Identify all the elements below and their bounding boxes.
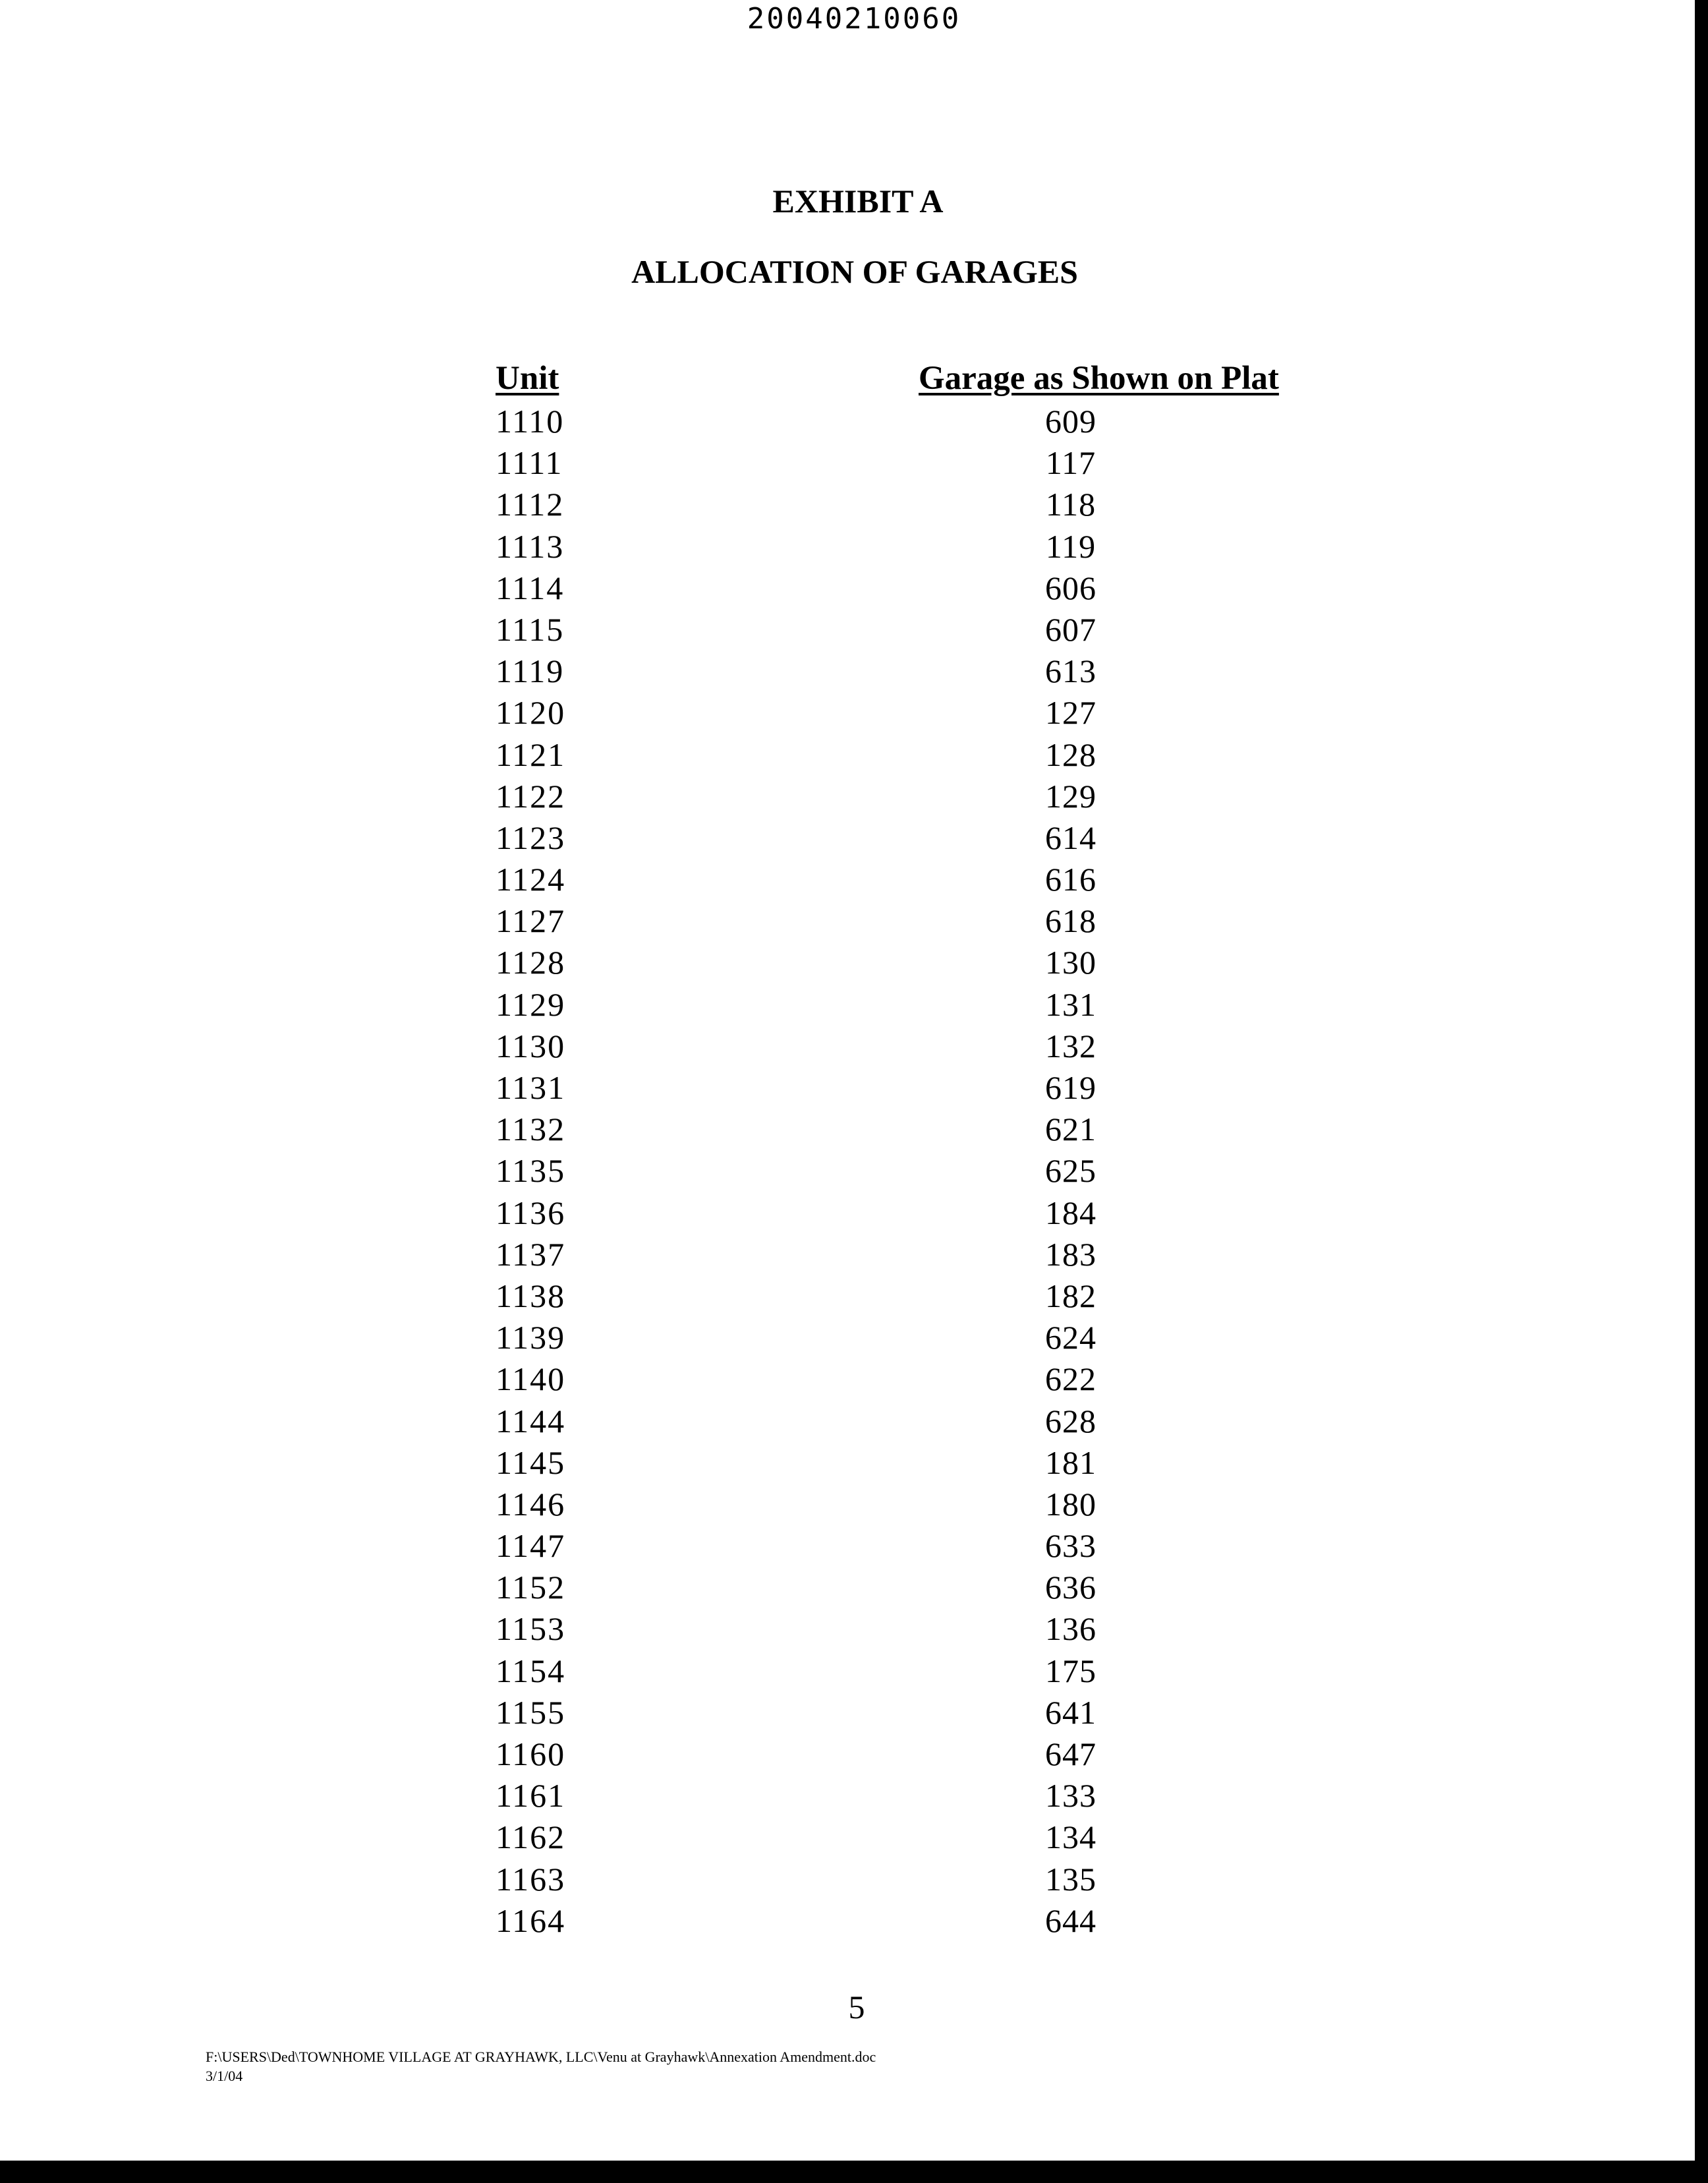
table-row (496, 609, 1286, 651)
table-row (496, 900, 1286, 942)
garage-cell: 136 (1045, 1610, 1096, 1648)
table-header-row (496, 355, 1286, 401)
unit-cell: 1110 (496, 403, 565, 440)
unit-cell: 1139 (496, 1319, 566, 1356)
recording-number: 20040210060 (747, 2, 961, 36)
garage-column-header: Garage as Shown on Plat (919, 360, 1279, 397)
table-row (496, 526, 1286, 568)
garage-cell: 119 (1045, 527, 1096, 565)
unit-cell: 1112 (496, 486, 565, 523)
table-row (496, 1900, 1286, 1942)
table-row (496, 1650, 1286, 1692)
unit-cell: 1123 (496, 819, 566, 856)
table-row (496, 1775, 1286, 1817)
garage-cell: 129 (1045, 777, 1096, 815)
table-row (496, 1358, 1286, 1400)
table-row (496, 1401, 1286, 1442)
table-row (496, 1317, 1286, 1358)
table-row (496, 442, 1286, 484)
garage-cell: 647 (1045, 1735, 1096, 1772)
unit-cell: 1127 (496, 902, 566, 940)
unit-cell: 1111 (496, 444, 563, 482)
unit-cell: 1115 (496, 610, 565, 648)
table-row (496, 692, 1286, 734)
garage-cell: 636 (1045, 1569, 1096, 1606)
garage-cell: 130 (1045, 944, 1096, 981)
table-row (496, 1817, 1286, 1858)
unit-cell: 1153 (496, 1610, 566, 1648)
table-row (496, 1525, 1286, 1567)
garage-allocation-table (496, 355, 1286, 1942)
unit-cell: 1146 (496, 1485, 566, 1523)
table-row (496, 1275, 1286, 1317)
garage-cell: 624 (1045, 1319, 1096, 1356)
garage-cell: 633 (1045, 1527, 1096, 1565)
table-row (496, 1859, 1286, 1900)
unit-cell: 1131 (496, 1069, 566, 1106)
garage-cell: 117 (1045, 444, 1096, 482)
garage-cell: 613 (1045, 653, 1096, 690)
garage-cell: 132 (1045, 1027, 1096, 1064)
table-row (496, 1442, 1286, 1484)
unit-column-header: Unit (496, 360, 559, 397)
garage-cell: 616 (1045, 861, 1096, 898)
garage-cell: 134 (1045, 1819, 1096, 1856)
table-row (496, 859, 1286, 900)
garage-cell: 180 (1045, 1485, 1096, 1523)
unit-cell: 1162 (496, 1819, 566, 1856)
garage-cell: 183 (1045, 1235, 1096, 1273)
unit-cell: 1161 (496, 1777, 566, 1815)
garage-cell: 621 (1045, 1111, 1096, 1148)
table-row (496, 734, 1286, 776)
table-row (496, 1608, 1286, 1650)
garage-cell: 614 (1045, 819, 1096, 856)
unit-cell: 1154 (496, 1652, 566, 1689)
table-row (496, 1733, 1286, 1775)
garage-cell: 181 (1045, 1443, 1096, 1481)
unit-cell: 1144 (496, 1402, 566, 1440)
page-number: 5 (848, 1989, 865, 2025)
table-row (496, 1109, 1286, 1150)
table-row (496, 568, 1286, 609)
unit-cell: 1155 (496, 1693, 566, 1731)
unit-cell: 1164 (496, 1902, 566, 1939)
garage-cell: 619 (1045, 1069, 1096, 1106)
table-row (496, 484, 1286, 525)
table-row (496, 984, 1286, 1026)
unit-cell: 1122 (496, 777, 566, 815)
table-row (496, 1234, 1286, 1275)
table-row (496, 817, 1286, 859)
exhibit-subtitle: ALLOCATION OF GARAGES (631, 253, 1078, 290)
exhibit-title: EXHIBIT A (772, 183, 944, 219)
garage-cell: 175 (1045, 1652, 1096, 1689)
garage-cell: 135 (1045, 1860, 1096, 1898)
unit-cell: 1132 (496, 1111, 566, 1148)
footer-date: 3/1/04 (206, 2068, 243, 2084)
table-row (496, 401, 1286, 442)
unit-cell: 1152 (496, 1569, 566, 1606)
table-row (496, 1026, 1286, 1067)
unit-cell: 1119 (496, 653, 565, 690)
garage-cell: 118 (1045, 486, 1096, 523)
unit-cell: 1120 (496, 694, 566, 732)
table-row (496, 776, 1286, 817)
unit-cell: 1136 (496, 1194, 566, 1231)
unit-cell: 1160 (496, 1735, 566, 1772)
garage-cell: 133 (1045, 1777, 1096, 1815)
unit-cell: 1147 (496, 1527, 566, 1565)
table-row (496, 651, 1286, 692)
unit-cell: 1140 (496, 1360, 566, 1398)
table-body (496, 401, 1286, 1942)
unit-cell: 1163 (496, 1860, 566, 1898)
unit-cell: 1135 (496, 1152, 566, 1190)
table-row (496, 1567, 1286, 1608)
table-row (496, 942, 1286, 983)
garage-cell: 131 (1045, 985, 1096, 1023)
unit-cell: 1129 (496, 985, 566, 1023)
unit-cell: 1145 (496, 1443, 566, 1481)
garage-cell: 184 (1045, 1194, 1096, 1231)
table-row (496, 1067, 1286, 1109)
unit-cell: 1121 (496, 736, 566, 773)
garage-cell: 644 (1045, 1902, 1096, 1939)
table-row (496, 1150, 1286, 1192)
garage-cell: 609 (1045, 403, 1096, 440)
unit-cell: 1113 (496, 527, 565, 565)
unit-cell: 1114 (496, 569, 565, 606)
garage-cell: 606 (1045, 569, 1096, 606)
table-row (496, 1484, 1286, 1525)
unit-cell: 1138 (496, 1277, 566, 1314)
garage-cell: 607 (1045, 610, 1096, 648)
garage-cell: 182 (1045, 1277, 1096, 1314)
garage-cell: 622 (1045, 1360, 1096, 1398)
unit-cell: 1130 (496, 1027, 566, 1064)
garage-cell: 618 (1045, 902, 1096, 940)
garage-cell: 128 (1045, 736, 1096, 773)
unit-cell: 1137 (496, 1235, 566, 1273)
unit-cell: 1124 (496, 861, 566, 898)
table-row (496, 1692, 1286, 1733)
table-row (496, 1192, 1286, 1234)
garage-cell: 641 (1045, 1693, 1096, 1731)
unit-cell: 1128 (496, 944, 566, 981)
garage-cell: 628 (1045, 1402, 1096, 1440)
garage-cell: 625 (1045, 1152, 1096, 1190)
garage-cell: 127 (1045, 694, 1096, 732)
footer-file-path: F:\USERS\Ded\TOWNHOME VILLAGE AT GRAYHAWK, LLC\Venu at Grayhawk\Annexation Amendment.doc (206, 2049, 876, 2065)
